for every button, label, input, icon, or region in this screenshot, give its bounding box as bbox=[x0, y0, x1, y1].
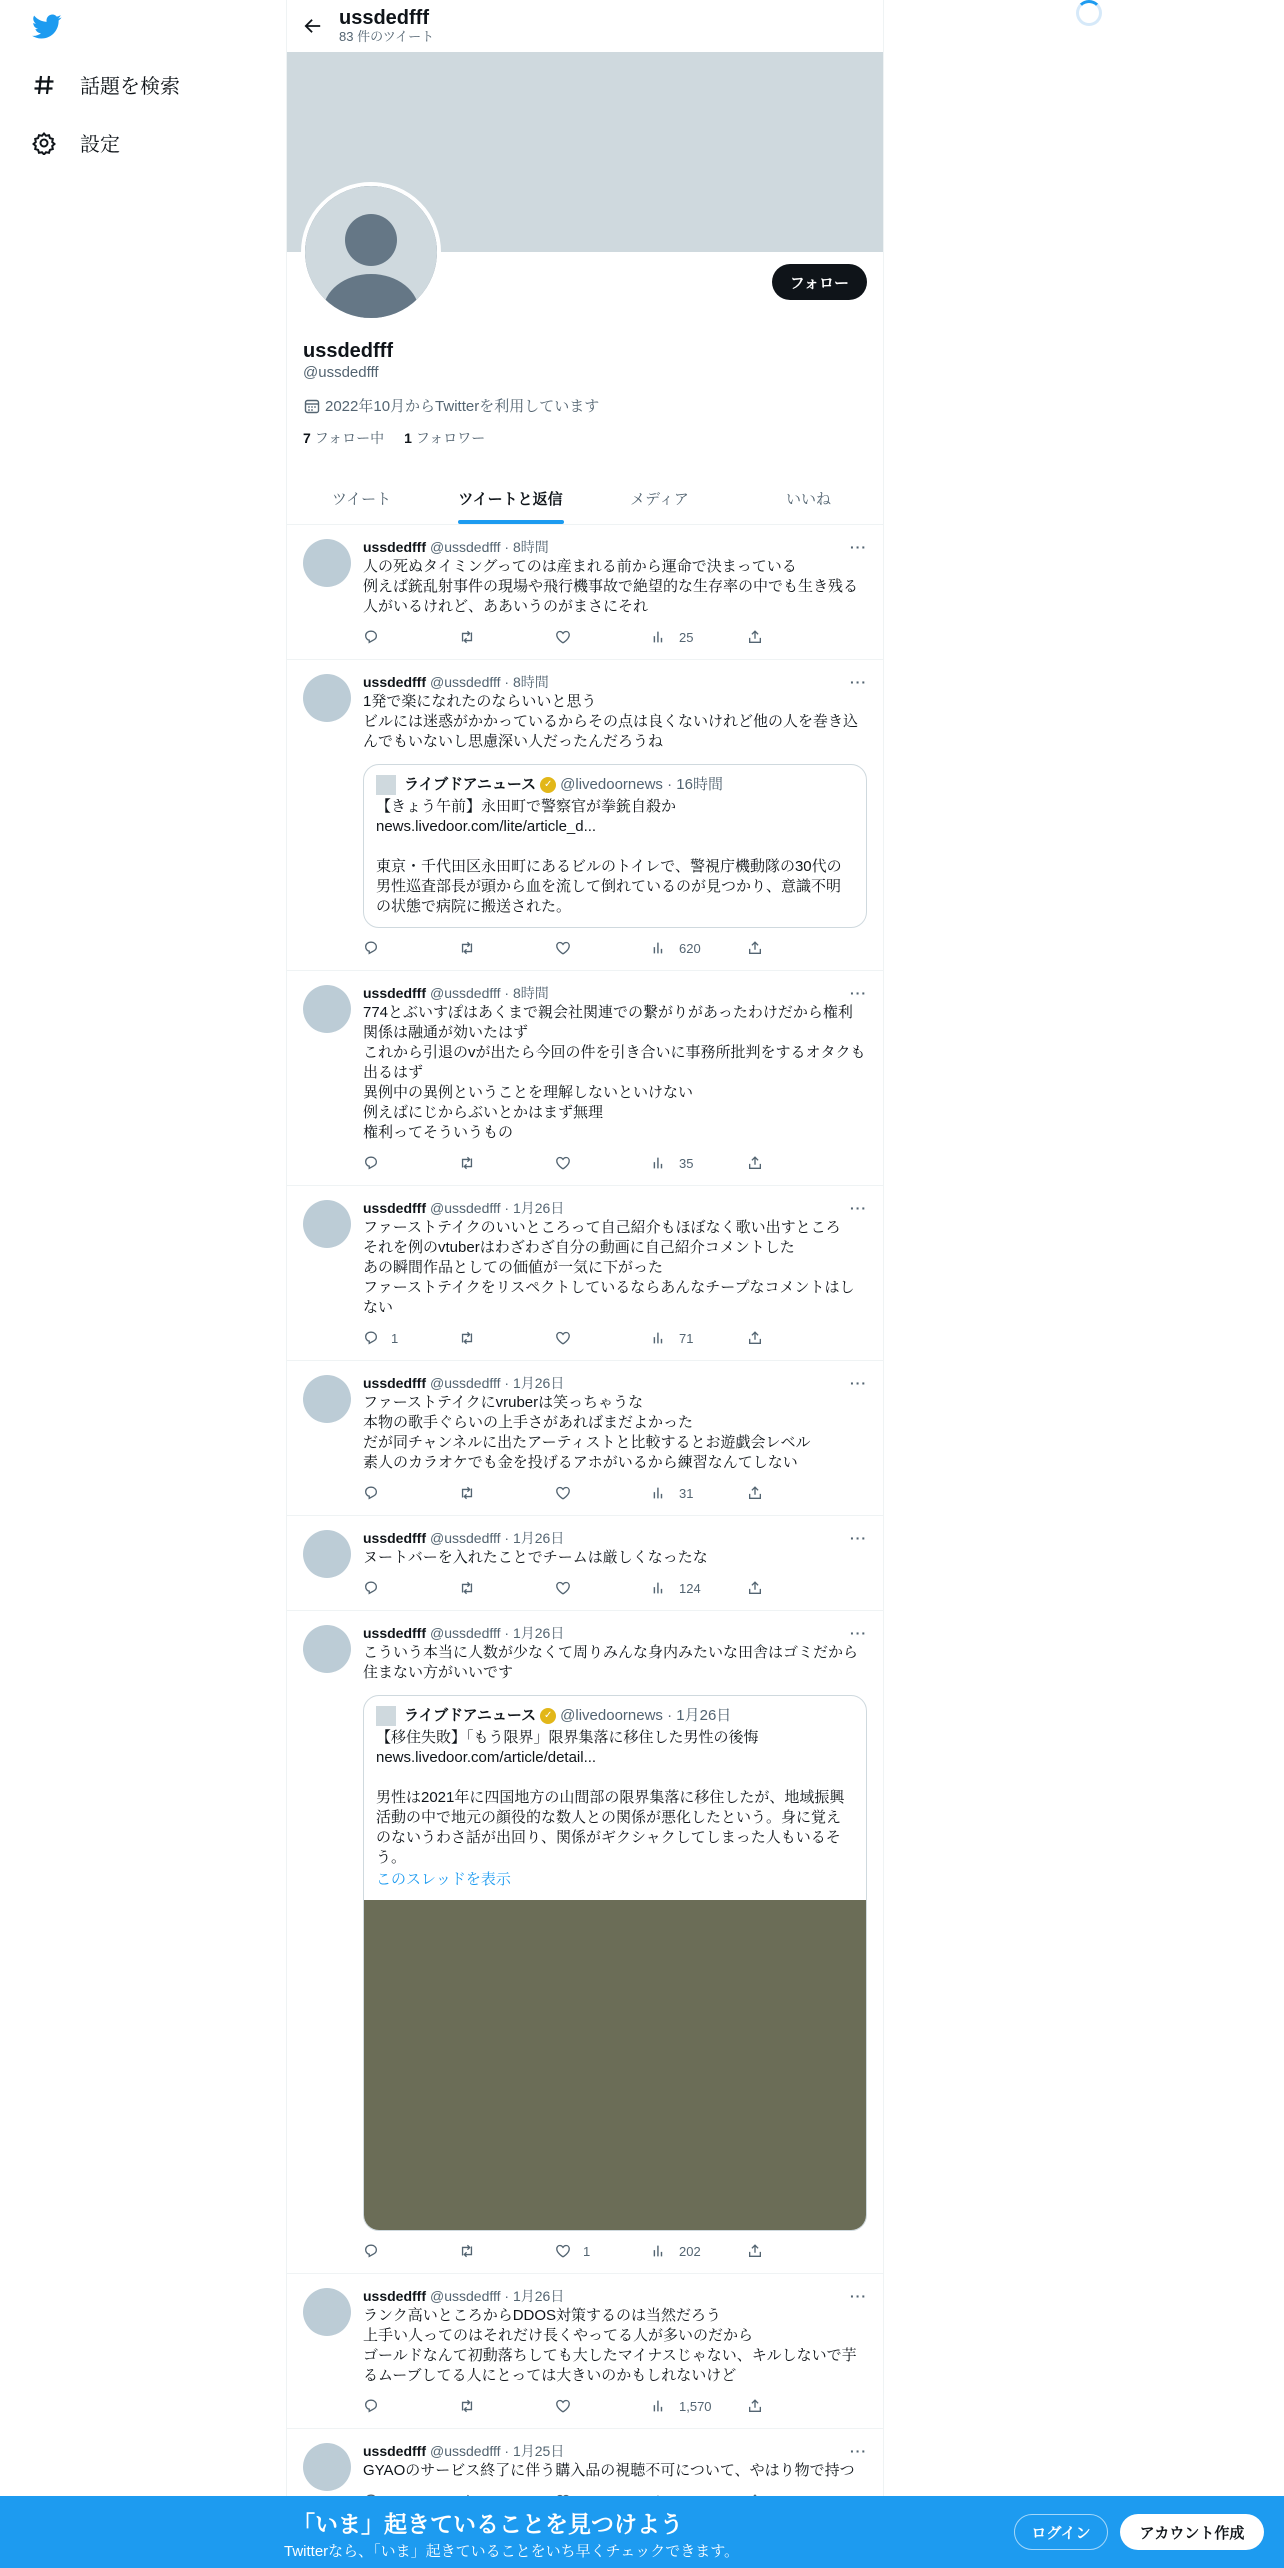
bar-chart-icon bbox=[651, 1155, 667, 1171]
tweet-actions bbox=[363, 1483, 867, 1503]
signup-prompt-subtitle: Twitterなら、「いま」起きていることをいち早くチェックできます。 bbox=[284, 2543, 740, 2560]
more-options-icon[interactable]: ··· bbox=[850, 1625, 867, 1641]
share-icon bbox=[747, 629, 763, 645]
reply-icon bbox=[363, 2243, 379, 2259]
reply-icon bbox=[363, 2398, 379, 2414]
retweet-icon bbox=[459, 940, 475, 956]
following-link[interactable]: 7 フォロー中 bbox=[303, 430, 385, 446]
heart-icon bbox=[555, 1330, 571, 1346]
loading-spinner-icon bbox=[1076, 0, 1102, 26]
followers-link[interactable]: 1 フォロワー bbox=[404, 430, 486, 446]
reply-icon bbox=[363, 1580, 379, 1596]
tweet-item[interactable] bbox=[287, 2274, 883, 2429]
tweet-avatar[interactable] bbox=[303, 1375, 351, 1423]
tweet-author-name[interactable]: ussdedfff bbox=[363, 539, 426, 555]
tweet-author-name[interactable]: ussdedfff bbox=[363, 674, 426, 690]
profile-tabs bbox=[287, 472, 883, 525]
tweet-meta: @ussdedfff · 1月26日 bbox=[430, 1375, 565, 1391]
reply-button[interactable] bbox=[363, 2243, 459, 2259]
like-button[interactable] bbox=[555, 2243, 651, 2259]
reply-button[interactable] bbox=[363, 1485, 459, 1501]
retweet-icon bbox=[459, 1485, 475, 1501]
like-button[interactable] bbox=[555, 629, 651, 645]
more-options-icon[interactable]: ··· bbox=[850, 985, 867, 1001]
back-button[interactable] bbox=[287, 0, 339, 52]
like-button[interactable] bbox=[555, 940, 651, 956]
retweet-icon bbox=[459, 2398, 475, 2414]
more-options-icon[interactable]: ··· bbox=[850, 1530, 867, 1546]
retweet-icon bbox=[459, 2243, 475, 2259]
share-icon bbox=[747, 2398, 763, 2414]
bar-chart-icon bbox=[651, 629, 667, 645]
quoted-author-name: ライブドアニュース bbox=[404, 1707, 537, 1724]
share-button[interactable] bbox=[747, 1155, 843, 1171]
tab-media[interactable]: メディア bbox=[630, 490, 689, 508]
nav-settings[interactable] bbox=[32, 128, 120, 157]
like-button[interactable] bbox=[555, 1580, 651, 1596]
joined-text: 2022年10月からTwitterを利用しています bbox=[325, 398, 600, 415]
view-count: 202 bbox=[679, 2243, 701, 2259]
retweet-button[interactable] bbox=[459, 940, 555, 956]
tab-tweets[interactable]: ツイート bbox=[331, 490, 392, 508]
tweet-author-name[interactable]: ussdedfff bbox=[363, 985, 426, 1001]
share-button[interactable] bbox=[747, 940, 843, 956]
reply-icon bbox=[363, 1155, 379, 1171]
reply-button[interactable] bbox=[363, 1580, 459, 1596]
tweet-list bbox=[287, 525, 883, 2524]
default-avatar-icon bbox=[305, 186, 437, 318]
quoted-media-image[interactable] bbox=[364, 1900, 866, 2230]
more-options-icon[interactable]: ··· bbox=[850, 674, 867, 690]
reply-button[interactable] bbox=[363, 1155, 459, 1171]
tweet-avatar[interactable] bbox=[303, 1625, 351, 1673]
tweet-text: こういう本当に人数が少なくて周りみんな身内みたいな田舎はゴミだから住まない方がいいです bbox=[363, 1644, 859, 1681]
tweet-author-name[interactable]: ussdedfff bbox=[363, 1200, 426, 1216]
reply-icon bbox=[363, 629, 379, 645]
tweet-meta: @ussdedfff · 1月26日 bbox=[430, 1530, 565, 1546]
verified-badge-icon: ✓ bbox=[540, 777, 556, 793]
view-count: 25 bbox=[679, 629, 694, 645]
reply-button[interactable] bbox=[363, 1330, 459, 1346]
tweet-item[interactable] bbox=[287, 1186, 883, 1361]
tweet-item[interactable] bbox=[287, 1516, 883, 1611]
tweet-author-name[interactable]: ussdedfff bbox=[363, 2288, 426, 2304]
share-icon bbox=[747, 2243, 763, 2259]
quoted-tweet[interactable] bbox=[363, 1695, 867, 2231]
retweet-button[interactable] bbox=[459, 1580, 555, 1596]
tab-tweets-and-replies[interactable]: ツイートと返信 bbox=[436, 472, 585, 524]
retweet-button[interactable] bbox=[459, 1155, 555, 1171]
share-button[interactable] bbox=[747, 1330, 843, 1346]
tweet-item[interactable] bbox=[287, 525, 883, 660]
tweet-item[interactable] bbox=[287, 1361, 883, 1516]
heart-icon bbox=[555, 2243, 571, 2259]
tweet-meta: @ussdedfff · 8時間 bbox=[430, 985, 549, 1001]
gear-icon bbox=[32, 131, 56, 155]
views-button[interactable] bbox=[651, 2243, 747, 2259]
reply-icon bbox=[363, 940, 379, 956]
tweet-item[interactable] bbox=[287, 1611, 883, 2274]
quoted-text: 【きょう午前】永田町で警察官が拳銃自殺か news.livedoor.com/lite/article_d... 東京・千代田区永田町にあるビルのトイレで、警視庁機動隊の30代の男性巡査部長が頭から血を流して倒れているのが見つかり、意識不明の状態で病院に搬送された。 bbox=[376, 798, 842, 915]
reply-count: 1 bbox=[391, 1330, 399, 1346]
views-button[interactable] bbox=[651, 2398, 747, 2414]
heart-icon bbox=[555, 629, 571, 645]
login-button[interactable]: ログイン bbox=[1014, 2514, 1108, 2550]
share-icon bbox=[747, 1485, 763, 1501]
quoted-text: 【移住失敗】「もう限界」限界集落に移住した男性の後悔 news.livedoor.com/article/detail... 男性は2021年に四国地方の山間部の限界集落に移住したが、地域振興活動の中で地元の顔役的な数人との関係が悪化したという。身に覚えのないうわさ話が出回り、関係がギクシャクしてしまった人もいるそう。 bbox=[376, 1729, 845, 1866]
views-button[interactable] bbox=[651, 629, 747, 645]
tweet-text: ファーストテイクにvruberは笑っちゃうな 本物の歌手ぐらいの上手さがあればまだよかった だが同チャンネルに出たアーティストと比較するとお遊戯会レベル 素人のカラオケでも金を投げるアホがいるから練習なんてしない bbox=[363, 1394, 811, 1471]
more-options-icon[interactable]: ··· bbox=[850, 2288, 867, 2304]
tweet-text: ヌートバーを入れたことでチームは厳しくなったな bbox=[363, 1549, 708, 1566]
share-button[interactable] bbox=[747, 2243, 843, 2259]
quoted-meta: @livedoornews · 1月26日 bbox=[560, 1707, 732, 1724]
tweet-item[interactable] bbox=[287, 660, 883, 971]
reply-button[interactable] bbox=[363, 940, 459, 956]
calendar-icon bbox=[303, 397, 321, 415]
heart-icon bbox=[555, 1485, 571, 1501]
views-button[interactable] bbox=[651, 1580, 747, 1596]
tweet-author-name[interactable]: ussdedfff bbox=[363, 1530, 426, 1546]
retweet-button[interactable] bbox=[459, 2243, 555, 2259]
retweet-button[interactable] bbox=[459, 2398, 555, 2414]
reply-button[interactable] bbox=[363, 629, 459, 645]
tweet-item[interactable] bbox=[287, 971, 883, 1186]
tweet-meta: @ussdedfff · 1月26日 bbox=[430, 1625, 565, 1641]
profile-handle: @ussdedfff bbox=[303, 364, 379, 381]
nav-explore[interactable] bbox=[32, 70, 180, 99]
follow-stats bbox=[287, 428, 883, 448]
signup-prompt-bar bbox=[0, 2496, 1284, 2568]
header-title: ussdedfff bbox=[339, 7, 429, 29]
tweet-avatar[interactable] bbox=[303, 2443, 351, 2491]
tweet-avatar[interactable] bbox=[303, 2288, 351, 2336]
bar-chart-icon bbox=[651, 1580, 667, 1596]
like-button[interactable] bbox=[555, 1155, 651, 1171]
tweet-meta: @ussdedfff · 8時間 bbox=[430, 539, 549, 555]
tweet-actions bbox=[363, 938, 867, 958]
tweet-meta: @ussdedfff · 1月26日 bbox=[430, 1200, 565, 1216]
views-button[interactable] bbox=[651, 1155, 747, 1171]
heart-icon bbox=[555, 1580, 571, 1596]
retweet-button[interactable] bbox=[459, 1330, 555, 1346]
heart-icon bbox=[555, 2398, 571, 2414]
tweet-avatar[interactable] bbox=[303, 1530, 351, 1578]
bar-chart-icon bbox=[651, 940, 667, 956]
tweet-avatar[interactable] bbox=[303, 674, 351, 722]
tweet-meta: @ussdedfff · 8時間 bbox=[430, 674, 549, 690]
signup-button[interactable]: アカウント作成 bbox=[1120, 2514, 1264, 2550]
tweet-actions bbox=[363, 2241, 867, 2261]
view-count: 71 bbox=[679, 1330, 694, 1346]
hashtag-icon bbox=[32, 73, 56, 97]
profile-header-bar bbox=[287, 0, 883, 52]
tweet-actions bbox=[363, 1328, 867, 1348]
nav-settings-label: 設定 bbox=[80, 134, 120, 156]
quoted-avatar bbox=[376, 775, 396, 795]
tweet-actions bbox=[363, 1578, 867, 1598]
share-icon bbox=[747, 1155, 763, 1171]
profile-name: ussdedfff bbox=[303, 340, 393, 362]
view-count: 124 bbox=[679, 1580, 701, 1596]
tweet-text: ランク高いところからDDOS対策するのは当然だろう 上手い人ってのはそれだけ長くやってる人が多いのだから ゴールドなんて初動落ちしても大したマイナスじゃない、キルしないで芋るムーブしてる人にとっては大きいのかもしれないけど bbox=[363, 2307, 857, 2384]
twitter-bird-icon[interactable] bbox=[32, 14, 62, 40]
bar-chart-icon bbox=[651, 2398, 667, 2414]
share-icon bbox=[747, 1330, 763, 1346]
bar-chart-icon bbox=[651, 1485, 667, 1501]
show-thread-link[interactable]: このスレッドを表示 bbox=[376, 1871, 511, 1888]
quoted-meta: @livedoornews · 16時間 bbox=[560, 776, 723, 793]
views-button[interactable] bbox=[651, 1485, 747, 1501]
view-count: 1,570 bbox=[679, 2398, 712, 2414]
profile-avatar[interactable] bbox=[301, 182, 441, 322]
more-options-icon[interactable]: ··· bbox=[850, 1375, 867, 1391]
tweet-avatar[interactable] bbox=[303, 539, 351, 587]
tweet-text: 1発で楽になれたのならいいと思う ビルには迷惑がかかっているからその点は良くないけれど他の人を巻き込んでもいないし思慮深い人だったんだろうね bbox=[363, 693, 859, 750]
follow-button[interactable]: フォロー bbox=[772, 264, 867, 300]
view-count: 31 bbox=[679, 1485, 694, 1501]
verified-badge-icon: ✓ bbox=[540, 1708, 556, 1724]
view-count: 35 bbox=[679, 1155, 694, 1171]
more-options-icon[interactable]: ··· bbox=[850, 1200, 867, 1216]
share-button[interactable] bbox=[747, 2398, 843, 2414]
tab-likes[interactable]: いいね bbox=[785, 490, 831, 508]
tweet-text: GYAOのサービス終了に伴う購入品の視聴不可について、やはり物で持つ bbox=[363, 2462, 855, 2479]
share-button[interactable] bbox=[747, 629, 843, 645]
tweet-actions bbox=[363, 2396, 867, 2416]
tweet-avatar[interactable] bbox=[303, 1200, 351, 1248]
tweet-text: 人の死ぬタイミングってのは産まれる前から運命で決まっている 例えば銃乱射事件の現場や飛行機事故で絶望的な生存率の中でも生き残る人がいるけれど、ああいうのがまさにそれ bbox=[363, 558, 859, 615]
retweet-icon bbox=[459, 629, 475, 645]
tweet-text: 774とぶいすぽはあくまで親会社関連での繋がりがあったわけだから権利関係は融通が効いたはず これから引退のvが出たら今回の件を引き合いに事務所批判をするオタクも出るはず 異例中の異例ということを理解しないといけない 例えばにじからぶいとかはまず無理 権利ってそういうもの bbox=[363, 1004, 866, 1141]
tweet-text: ファーストテイクのいいところって自己紹介もほぼなく歌い出すところ それを例のvtuberはわざわざ自分の動画に自己紹介コメントした あの瞬間作品としての価値が一気に下がった ファーストテイクをリスペクトしているならあんなチープなコメントはしない bbox=[363, 1219, 855, 1316]
views-button[interactable] bbox=[651, 1330, 747, 1346]
more-options-icon[interactable]: ··· bbox=[850, 539, 867, 555]
share-icon bbox=[747, 940, 763, 956]
more-options-icon[interactable]: ··· bbox=[850, 2443, 867, 2459]
share-button[interactable] bbox=[747, 1485, 843, 1501]
views-button[interactable] bbox=[651, 940, 747, 956]
like-count: 1 bbox=[583, 2243, 591, 2259]
share-button[interactable] bbox=[747, 1580, 843, 1596]
like-button[interactable] bbox=[555, 1485, 651, 1501]
tweet-avatar[interactable] bbox=[303, 985, 351, 1033]
tweet-meta: @ussdedfff · 1月26日 bbox=[430, 2288, 565, 2304]
profile-joined bbox=[287, 395, 883, 416]
bar-chart-icon bbox=[651, 2243, 667, 2259]
tweet-author-name[interactable]: ussdedfff bbox=[363, 1625, 426, 1641]
retweet-icon bbox=[459, 1330, 475, 1346]
nav-explore-label: 話題を検索 bbox=[80, 76, 180, 98]
tweet-meta: @ussdedfff · 1月25日 bbox=[430, 2443, 565, 2459]
tweet-author-name[interactable]: ussdedfff bbox=[363, 2443, 426, 2459]
tweet-author-name[interactable]: ussdedfff bbox=[363, 1375, 426, 1391]
bar-chart-icon bbox=[651, 1330, 667, 1346]
like-button[interactable] bbox=[555, 2398, 651, 2414]
tweet-actions bbox=[363, 1153, 867, 1173]
tweet-actions bbox=[363, 627, 867, 647]
retweet-button[interactable] bbox=[459, 1485, 555, 1501]
quoted-author-name: ライブドアニュース bbox=[404, 776, 537, 793]
arrow-left-icon bbox=[304, 17, 322, 35]
tweet-count: 83 件のツイート bbox=[339, 29, 435, 44]
quoted-tweet[interactable] bbox=[363, 764, 867, 928]
retweet-icon bbox=[459, 1155, 475, 1171]
retweet-icon bbox=[459, 1580, 475, 1596]
like-button[interactable] bbox=[555, 1330, 651, 1346]
view-count: 620 bbox=[679, 940, 701, 956]
share-icon bbox=[747, 1580, 763, 1596]
reply-button[interactable] bbox=[363, 2398, 459, 2414]
profile-timeline bbox=[286, 0, 884, 2568]
retweet-button[interactable] bbox=[459, 629, 555, 645]
heart-icon bbox=[555, 940, 571, 956]
reply-icon bbox=[363, 1330, 379, 1346]
heart-icon bbox=[555, 1155, 571, 1171]
quoted-avatar bbox=[376, 1706, 396, 1726]
signup-prompt-title: 「いま」起きていることを見つけよう bbox=[292, 2511, 683, 2537]
profile-head bbox=[287, 252, 883, 347]
reply-icon bbox=[363, 1485, 379, 1501]
